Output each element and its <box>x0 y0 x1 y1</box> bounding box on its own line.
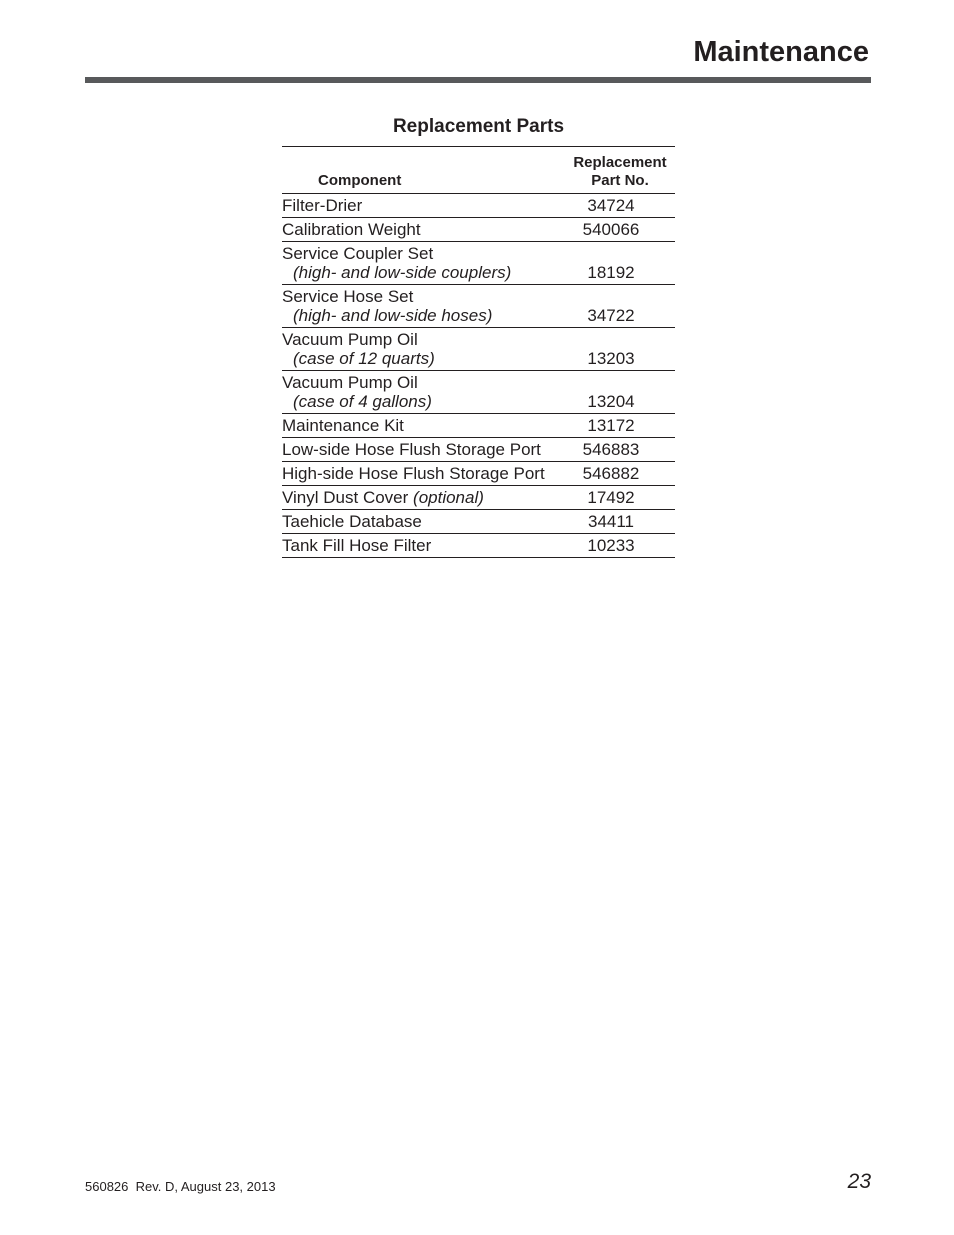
table-title: Replacement Parts <box>392 116 565 137</box>
table-row <box>282 486 675 510</box>
component-detail: (case of 12 quarts) <box>293 349 435 368</box>
component-name: Taehicle Database <box>282 512 422 531</box>
table-row <box>282 462 675 486</box>
part-number-cell: 34411 <box>565 510 675 534</box>
part-number-cell: 10233 <box>565 534 675 558</box>
component-name: Maintenance Kit <box>282 416 404 435</box>
component-name: Vinyl Dust Cover <box>282 488 409 507</box>
column-header-part-line2: Part No. <box>591 172 649 189</box>
component-name: Tank Fill Hose Filter <box>282 536 432 555</box>
component-name: Vacuum Pump Oil <box>282 330 418 349</box>
table-row <box>282 194 675 218</box>
component-cell <box>282 462 565 486</box>
component-name: Vacuum Pump Oil <box>282 373 418 392</box>
component-cell <box>282 218 565 242</box>
part-number-cell: 18192 <box>565 242 675 285</box>
component-detail: (high- and low-side hoses) <box>293 306 493 325</box>
component-cell <box>282 194 565 218</box>
component-name: Calibration Weight <box>282 220 421 239</box>
component-name: Low-side Hose Flush Storage Port <box>282 440 541 459</box>
column-header-component: Component <box>282 147 565 194</box>
part-number-cell: 546883 <box>565 438 675 462</box>
component-cell <box>282 414 565 438</box>
component-cell <box>282 371 565 414</box>
component-detail: (high- and low-side couplers) <box>293 263 512 282</box>
table-row <box>282 371 675 414</box>
table-row <box>282 510 675 534</box>
page-number: 23 <box>847 1170 871 1193</box>
component-cell <box>282 534 565 558</box>
table-body <box>282 194 675 558</box>
part-number-cell: 34724 <box>565 194 675 218</box>
part-number-cell: 13204 <box>565 371 675 414</box>
table-header-row <box>282 147 675 194</box>
column-header-part-no <box>565 147 675 194</box>
part-number-cell: 13172 <box>565 414 675 438</box>
table-row <box>282 242 675 285</box>
header-rule <box>85 77 871 83</box>
part-number-cell: 546882 <box>565 462 675 486</box>
document-revision: 560826 Rev. D, August 23, 2013 <box>85 1179 276 1194</box>
component-cell <box>282 438 565 462</box>
table-row <box>282 218 675 242</box>
part-number-cell: 13203 <box>565 328 675 371</box>
component-name: Filter-Drier <box>282 196 363 215</box>
part-number-cell: 17492 <box>565 486 675 510</box>
table-row <box>282 328 675 371</box>
section-title: Maintenance <box>693 36 869 68</box>
table-row <box>282 285 675 328</box>
component-inline-detail: (optional) <box>413 488 484 507</box>
component-name: Service Coupler Set <box>282 244 434 263</box>
component-name: Service Hose Set <box>282 287 414 306</box>
component-detail: (case of 4 gallons) <box>293 392 432 411</box>
table-row <box>282 414 675 438</box>
component-name: High-side Hose Flush Storage Port <box>282 464 545 483</box>
component-cell <box>282 328 565 371</box>
column-header-part-line1: Replacement <box>573 154 667 171</box>
table-row <box>282 534 675 558</box>
part-number-cell: 540066 <box>565 218 675 242</box>
table-row <box>282 438 675 462</box>
replacement-parts-table <box>282 146 675 558</box>
component-cell <box>282 285 565 328</box>
component-cell <box>282 242 565 285</box>
component-cell <box>282 510 565 534</box>
component-cell <box>282 486 565 510</box>
part-number-cell: 34722 <box>565 285 675 328</box>
